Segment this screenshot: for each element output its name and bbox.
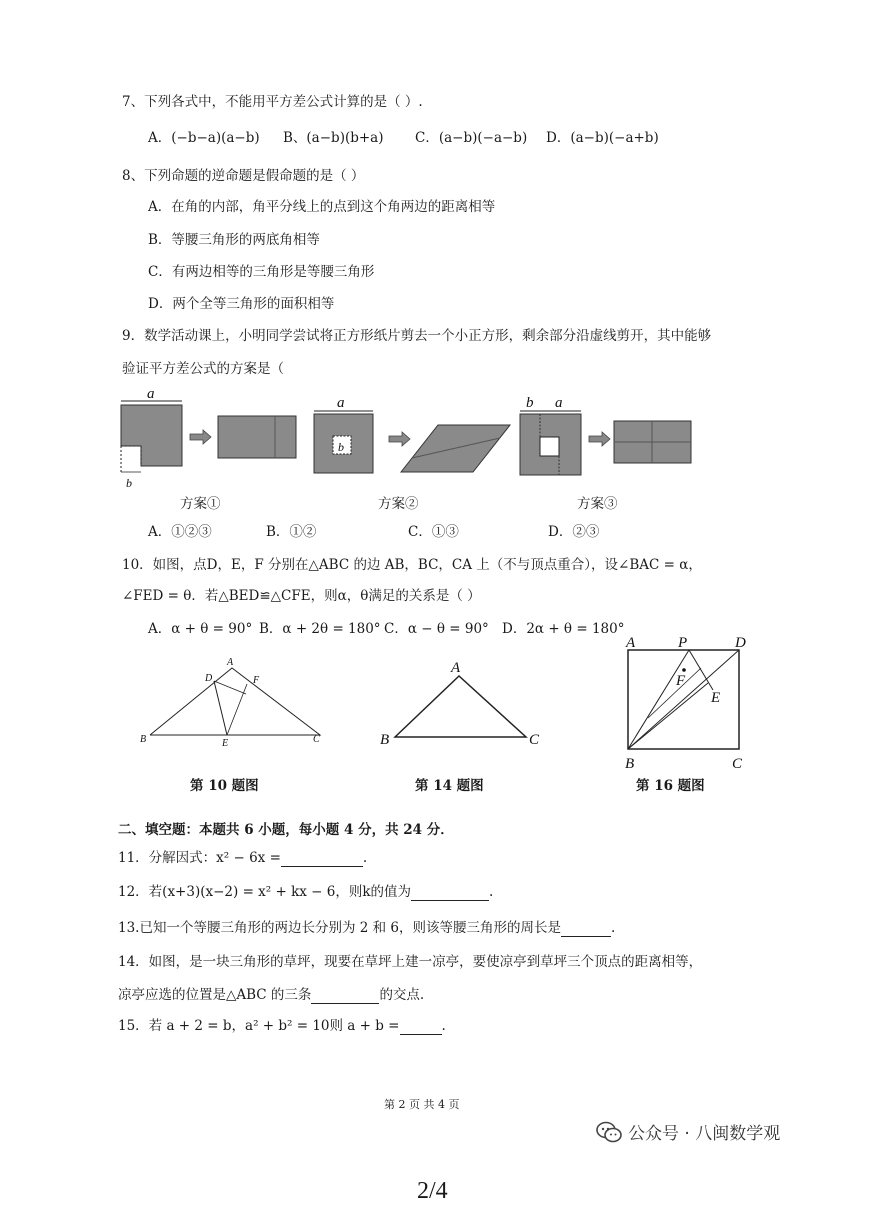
q15-end: .	[441, 1018, 446, 1034]
fig16-label-p: P	[678, 635, 688, 651]
q9-option-a: A．①②③	[148, 524, 212, 540]
plan3-label-b: b	[526, 395, 534, 411]
q12-question	[118, 880, 493, 901]
plan2-label-a: a	[337, 395, 345, 411]
q9-option-b: B．①②	[266, 524, 317, 540]
page-footer: 第 2 页 共 4 页	[384, 1098, 460, 1111]
q8-option-c: C．有两边相等的三角形是等腰三角形	[148, 264, 375, 280]
q7-option-a: A．(−b−a)(a−b)	[148, 130, 260, 146]
fig10-label-e: E	[222, 738, 229, 749]
q11-question	[118, 846, 367, 867]
q11-text: 11．分解因式：x² − 6x =	[118, 850, 281, 866]
fig16-label-f: F	[676, 673, 686, 689]
fig14-label-b: B	[380, 732, 390, 748]
fig16-label-e: E	[711, 690, 721, 706]
plan1-caption: 方案①	[180, 496, 221, 512]
fig16-label-c: C	[732, 756, 743, 772]
fig10-label-d: D	[205, 673, 213, 684]
q14-line2-a: 凉亭应选的位置是△ABC 的三条	[118, 987, 312, 1003]
q7-stem: 7、下列各式中，不能用平方差公式计算的是（ ）.	[122, 94, 423, 110]
q9-stem-line2: 验证平方差公式的方案是（	[122, 361, 284, 377]
q13-blank[interactable]	[561, 920, 611, 937]
fig16-caption: 第 16 题图	[636, 778, 705, 794]
fig14-label-a: A	[451, 660, 461, 676]
q10-option-d: D．2α + θ = 180°	[502, 621, 625, 637]
q10-stem-line2: ∠FED = θ．若△BED≌△CFE，则α，θ满足的关系是（ ）	[122, 588, 481, 604]
fig16-label-a: A	[626, 635, 636, 651]
q8-stem: 8、下列命题的逆命题是假命题的是（ ）	[122, 168, 365, 184]
q14-line2-b: 的交点.	[379, 987, 425, 1003]
q14-blank[interactable]	[311, 987, 379, 1004]
q10-option-c: C．α − θ = 90°	[384, 621, 489, 637]
q14-line2	[118, 983, 424, 1004]
page-number: 2/4	[417, 1178, 448, 1204]
fig14-label-c: C	[529, 732, 540, 748]
fig10-caption: 第 10 题图	[190, 778, 259, 794]
q12-blank[interactable]	[411, 884, 489, 901]
fig10-label-b: B	[140, 734, 147, 745]
q13-text: 13.已知一个等腰三角形的两边长分别为 2 和 6，则该等腰三角形的周长是	[118, 920, 562, 936]
fig10-label-f: F	[253, 675, 260, 686]
q9-option-c: C．①③	[408, 524, 459, 540]
fig14-caption: 第 14 题图	[415, 778, 484, 794]
plan1-label-a: a	[147, 386, 155, 402]
q7-option-d: D．(a−b)(−a+b)	[546, 130, 659, 146]
plan2-caption: 方案②	[378, 496, 419, 512]
wechat-icon	[596, 1121, 622, 1143]
q10-stem-line1: 10．如图，点D，E，F 分别在△ABC 的边 AB，BC，CA 上（不与顶点重合），设∠BAC = α，	[122, 557, 702, 573]
q15-blank[interactable]	[400, 1018, 442, 1035]
q7-option-c: C．(a−b)(−a−b)	[415, 130, 528, 146]
q12-text: 12．若(x+3)(x−2) = x² + kx − 6，则k的值为	[118, 884, 412, 900]
q8-option-b: B．等腰三角形的两底角相等	[148, 232, 320, 248]
fig10-triangle	[140, 657, 320, 749]
plan3-caption: 方案③	[577, 496, 618, 512]
q8-option-d: D．两个全等三角形的面积相等	[148, 296, 335, 312]
q11-blank[interactable]	[281, 850, 363, 867]
fig16-square	[625, 635, 746, 772]
fig10-label-a: A	[227, 657, 234, 668]
q14-line1: 14．如图，是一块三角形的草坪，现要在草坪上建一凉亭，要使凉亭到草坪三个顶点的距离相等，	[118, 954, 703, 970]
plan3-label-a: a	[555, 395, 563, 411]
section2-title: 二、填空题：本题共 6 小题，每小题 4 分，共 24 分．	[118, 822, 454, 838]
q10-option-a: A．α + θ = 90°	[148, 621, 253, 637]
watermark-text: 公众号 · 八闽数学观	[628, 1124, 781, 1144]
q13-question	[118, 916, 615, 937]
q8-option-a: A．在角的内部，角平分线上的点到这个角两边的距离相等	[148, 199, 496, 215]
q7-option-b: B、(a−b)(b+a)	[283, 130, 384, 146]
plan1-label-b: b	[126, 476, 132, 490]
fig10-label-c: C	[313, 734, 320, 745]
q15-text: 15．若 a + 2 = b，a² + b² = 10则 a + b =	[118, 1018, 400, 1034]
q9-stem-line1: 9．数学活动课上，小明同学尝试将正方形纸片剪去一个小正方形，剩余部分沿虚线剪开，其中能够	[122, 328, 712, 344]
watermark	[596, 1119, 780, 1144]
fig16-label-d: D	[735, 635, 746, 651]
q15-question	[118, 1014, 446, 1035]
fig16-label-b: B	[625, 756, 635, 772]
q13-end: .	[611, 920, 616, 936]
fig14-triangle	[380, 660, 540, 748]
q9-option-d: D．②③	[548, 524, 600, 540]
plan2-label-b: b	[338, 440, 344, 454]
q10-option-b: B．α + 2θ = 180°	[259, 621, 381, 637]
q11-end: .	[362, 850, 368, 866]
q12-end: .	[489, 884, 494, 900]
